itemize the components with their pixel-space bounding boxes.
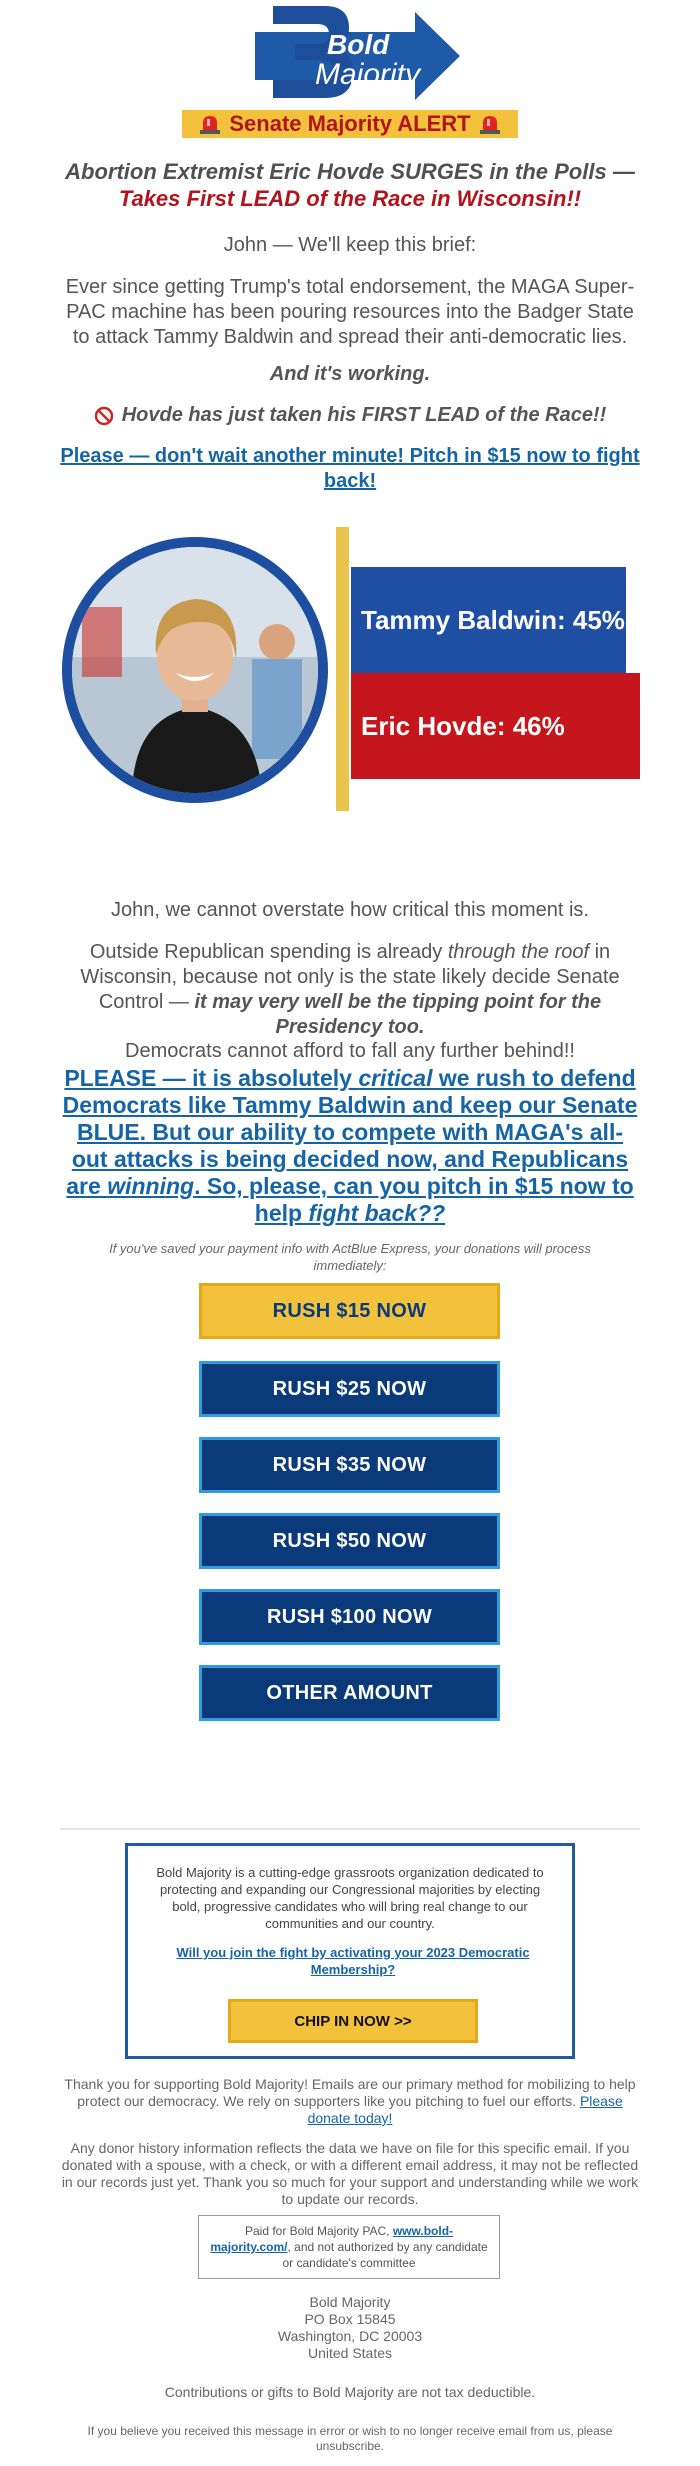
greeting: John — We'll keep this brief: — [223, 234, 477, 256]
spending-paragraph — [60, 940, 640, 1040]
baldwin-bar: Tammy Baldwin: 45% — [351, 567, 626, 673]
donate-link[interactable]: Please donate today! — [307, 2093, 623, 2126]
bold-majority-logo[interactable] — [245, 4, 465, 102]
siren-icon — [199, 114, 221, 134]
spending-c: in Wisconsin, because not only is the state likely decide Senate Control — — [80, 941, 620, 1013]
plea-c: we rush to defend Democrats like Tammy Baldwin and keep our Senate BLUE. But our ability to compete with MAGA's all-out attacks is being decided now, and Republicans are — [62, 1065, 638, 1199]
spending-b: through the roof — [447, 941, 590, 963]
paid-for-box — [198, 2215, 500, 2279]
photo-ring — [62, 537, 328, 803]
hovde-bar: Eric Hovde: 46% — [351, 673, 640, 779]
membership-link-wrapper — [168, 1944, 538, 1978]
unsubscribe-note[interactable]: If you believe you received this message in error or wish to no longer receive email from us, please unsubscribe. — [87, 2424, 613, 2453]
lead-line — [60, 403, 640, 428]
candidate-photo — [72, 547, 318, 793]
membership-link[interactable]: Will you join the fight by activating your 2023 Democratic Membership? — [176, 1945, 530, 1977]
headline-part2: Takes First LEAD of the Race in Wisconsin!! — [118, 186, 582, 211]
address-line: Washington, DC 20003 — [277, 2328, 423, 2344]
alert-text: Senate Majority ALERT — [229, 111, 471, 136]
headline — [50, 158, 650, 212]
address-line: PO Box 15845 — [304, 2311, 396, 2327]
plea-a: PLEASE — it is absolutely — [64, 1065, 359, 1091]
poll-graphic[interactable] — [60, 527, 640, 817]
logo-line2: Majority — [315, 58, 421, 91]
rush-35-button[interactable]: RUSH $35 NOW — [199, 1437, 500, 1493]
rush-100-button[interactable]: RUSH $100 NOW — [199, 1589, 500, 1645]
working-line: And it's working. — [269, 363, 431, 385]
prohibited-icon — [94, 406, 114, 426]
rush-50-button[interactable]: RUSH $50 NOW — [199, 1513, 500, 1569]
poll-divider — [336, 527, 349, 811]
address-line: United States — [307, 2345, 393, 2361]
donor-history: Any donor history information reflects the data we have on file for this specific email. If you donated with a spouse, with a check, or with a different email address, it may not be reflected in our records just yet. Thank you so much for your support and understanding while we work to update our records. — [61, 2140, 639, 2207]
paid-b: , and not authorized by any candidate or candidate's committee — [282, 2240, 488, 2270]
headline-part1: Abortion Extremist Eric Hovde SURGES in the Polls — — [65, 159, 635, 184]
express-note: If you've saved your payment info with ActBlue Express, your donations will process immediately: — [109, 1241, 591, 1273]
plea-f: fight back?? — [308, 1200, 446, 1226]
paid-a: Paid for Bold Majority PAC, — [244, 2224, 393, 2238]
cta-link[interactable]: Please — don't wait another minute! Pitch in $15 now to fight back! — [60, 445, 640, 492]
address-line: Bold Majority — [309, 2294, 391, 2310]
critical-moment: John, we cannot overstate how critical this moment is. — [111, 899, 589, 921]
lead-text: Hovde has just taken his FIRST LEAD of the Race!! — [121, 404, 607, 426]
other-amount-button[interactable]: OTHER AMOUNT — [199, 1665, 500, 1721]
fall-behind: Democrats cannot afford to fall any further behind!! — [125, 1040, 575, 1062]
rush-25-button[interactable]: RUSH $25 NOW — [199, 1361, 500, 1417]
plea-d: winning — [107, 1173, 195, 1199]
cta-link-wrapper — [55, 444, 645, 494]
about-text: Bold Majority is a cutting-edge grassroots organization dedicated to protecting and expanding our Congressional majorities by electing bold, progressive candidates who will bring real change to our communities and our country. — [156, 1865, 544, 1931]
address — [60, 2294, 640, 2362]
thanks-text: Thank you for supporting Bold Majority! Emails are our primary method for mobilizing to help protect our democracy. We rely on supporters like you pitching to fuel our efforts. — [64, 2076, 636, 2109]
spending-d: it may very well be the tipping point for the Presidency too. — [194, 991, 602, 1038]
chip-in-button[interactable]: CHIP IN NOW >> — [228, 1999, 478, 2043]
alert-banner — [182, 110, 518, 138]
divider — [60, 1828, 640, 1830]
plea-paragraph — [60, 1065, 640, 1227]
siren-icon — [479, 114, 501, 134]
logo-line1: Bold — [327, 29, 390, 60]
tax-note: Contributions or gifts to Bold Majority are not tax deductible. — [164, 2384, 536, 2400]
plea-e: . So, please, can you pitch in $15 now to help — [194, 1173, 634, 1226]
plea-b: critical — [358, 1065, 433, 1091]
intro-paragraph: Ever since getting Trump's total endorsement, the MAGA Super-PAC machine has been pouring resources into the Badger State to attack Tammy Baldwin and spread their anti-democratic lies. — [65, 276, 635, 348]
about-box — [125, 1843, 575, 2059]
website-link[interactable]: www.bold-majority.com/ — [210, 2224, 454, 2254]
rush-15-button[interactable]: RUSH $15 NOW — [199, 1283, 500, 1339]
plea-link[interactable] — [63, 1065, 638, 1226]
thanks-paragraph — [60, 2076, 640, 2127]
spending-a: Outside Republican spending is already — [89, 941, 448, 963]
